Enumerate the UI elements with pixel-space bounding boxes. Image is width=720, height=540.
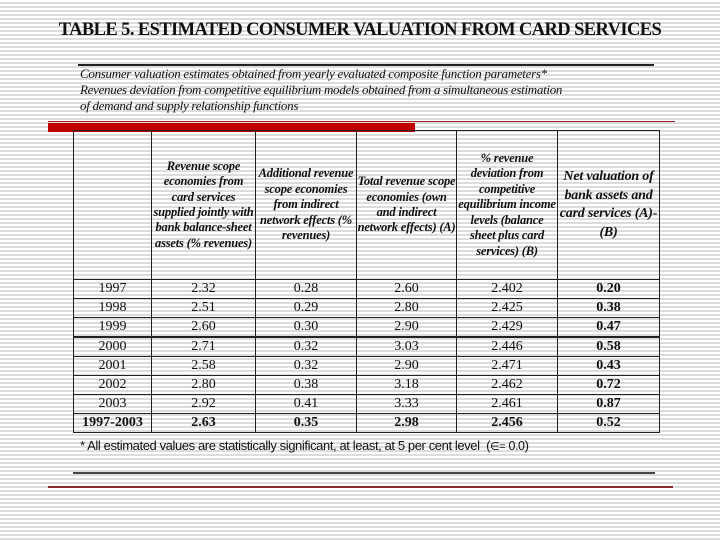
subtitle-line: Revenues deviation from competitive equilibrium models obtained from a simultaneous estimation <box>80 82 563 97</box>
cell-revenue-scope: 2.60 <box>152 318 256 338</box>
cell-revenue-scope: 2.92 <box>152 395 256 414</box>
cell-additional: 0.29 <box>256 299 357 318</box>
header-total-revenue-a: Total revenue scope economies (own and indirect network effects) (A) <box>357 131 457 280</box>
footer-red-rule <box>48 486 673 488</box>
header-revenue-scope: Revenue scope economies from card services supplied jointly with bank balance-sheet assets (% revenues) <box>152 131 256 280</box>
cell-net: 0.52 <box>558 414 660 433</box>
cell-year: 1997-2003 <box>74 414 152 433</box>
cell-additional: 0.32 <box>256 357 357 376</box>
table-row <box>74 337 660 357</box>
cell-deviation-b: 2.429 <box>457 318 558 338</box>
cell-additional: 0.38 <box>256 376 357 395</box>
cell-additional: 0.30 <box>256 318 357 338</box>
footnote-close-paren: ) <box>524 438 529 453</box>
page-title: TABLE 5. ESTIMATED CONSUMER VALUATION FROM CARD SERVICES <box>58 20 662 40</box>
cell-net: 0.38 <box>558 299 660 318</box>
table-row <box>74 376 660 395</box>
subtitle-line: of demand and supply relationship functions <box>80 98 299 113</box>
cell-year: 1997 <box>74 280 152 299</box>
cell-total-a: 2.98 <box>357 414 457 433</box>
cell-revenue-scope: 2.58 <box>152 357 256 376</box>
cell-net: 0.43 <box>558 357 660 376</box>
cell-additional: 0.32 <box>256 337 357 357</box>
accent-thin-rule <box>48 121 675 122</box>
cell-year: 2001 <box>74 357 152 376</box>
header-additional-revenue: Additional revenue scope economies from indirect network effects (% revenues) <box>256 131 357 280</box>
table-row <box>74 395 660 414</box>
cell-revenue-scope: 2.32 <box>152 280 256 299</box>
cell-net: 0.72 <box>558 376 660 395</box>
epsilon-symbol: ∈= <box>490 441 506 453</box>
footnote-value: 0.0 <box>508 439 525 453</box>
cell-total-a: 3.18 <box>357 376 457 395</box>
header-revenue-deviation-b: % revenue deviation from competitive equilibrium income levels (balance sheet plus card services) (B) <box>457 131 558 280</box>
table-row <box>74 357 660 376</box>
footer-dark-rule <box>73 472 655 474</box>
footnote <box>80 438 529 453</box>
cell-additional: 0.41 <box>256 395 357 414</box>
valuation-table <box>73 130 660 433</box>
cell-year: 2003 <box>74 395 152 414</box>
header-net-valuation: Net valuation of bank assets and card services (A)-(B) <box>558 131 660 280</box>
footnote-text: * All estimated values are statistically significant, at least, at 5 per cent level <box>80 438 480 453</box>
cell-year: 2000 <box>74 337 152 357</box>
cell-total-a: 2.90 <box>357 357 457 376</box>
table-row <box>74 299 660 318</box>
cell-total-a: 2.60 <box>357 280 457 299</box>
cell-deviation-b: 2.471 <box>457 357 558 376</box>
subtitle-line: Consumer valuation estimates obtained from yearly evaluated composite function parameters* <box>80 66 547 81</box>
cell-net: 0.20 <box>558 280 660 299</box>
cell-total-a: 3.03 <box>357 337 457 357</box>
cell-revenue-scope: 2.51 <box>152 299 256 318</box>
table-total-row <box>74 414 660 433</box>
cell-net: 0.87 <box>558 395 660 414</box>
table-row <box>74 280 660 299</box>
cell-net: 0.47 <box>558 318 660 338</box>
table-header-row <box>74 131 660 280</box>
subtitle <box>80 66 680 114</box>
cell-total-a: 3.33 <box>357 395 457 414</box>
cell-revenue-scope: 2.71 <box>152 337 256 357</box>
cell-total-a: 2.90 <box>357 318 457 338</box>
cell-year: 1998 <box>74 299 152 318</box>
cell-additional: 0.28 <box>256 280 357 299</box>
footnote-open-paren: ( <box>486 438 490 453</box>
cell-deviation-b: 2.461 <box>457 395 558 414</box>
cell-total-a: 2.80 <box>357 299 457 318</box>
cell-deviation-b: 2.462 <box>457 376 558 395</box>
header-year <box>74 131 152 280</box>
cell-revenue-scope: 2.80 <box>152 376 256 395</box>
cell-deviation-b: 2.446 <box>457 337 558 357</box>
cell-deviation-b: 2.456 <box>457 414 558 433</box>
cell-year: 2002 <box>74 376 152 395</box>
cell-additional: 0.35 <box>256 414 357 433</box>
cell-net: 0.58 <box>558 337 660 357</box>
cell-deviation-b: 2.425 <box>457 299 558 318</box>
cell-year: 1999 <box>74 318 152 338</box>
cell-deviation-b: 2.402 <box>457 280 558 299</box>
cell-revenue-scope: 2.63 <box>152 414 256 433</box>
table-row <box>74 318 660 338</box>
